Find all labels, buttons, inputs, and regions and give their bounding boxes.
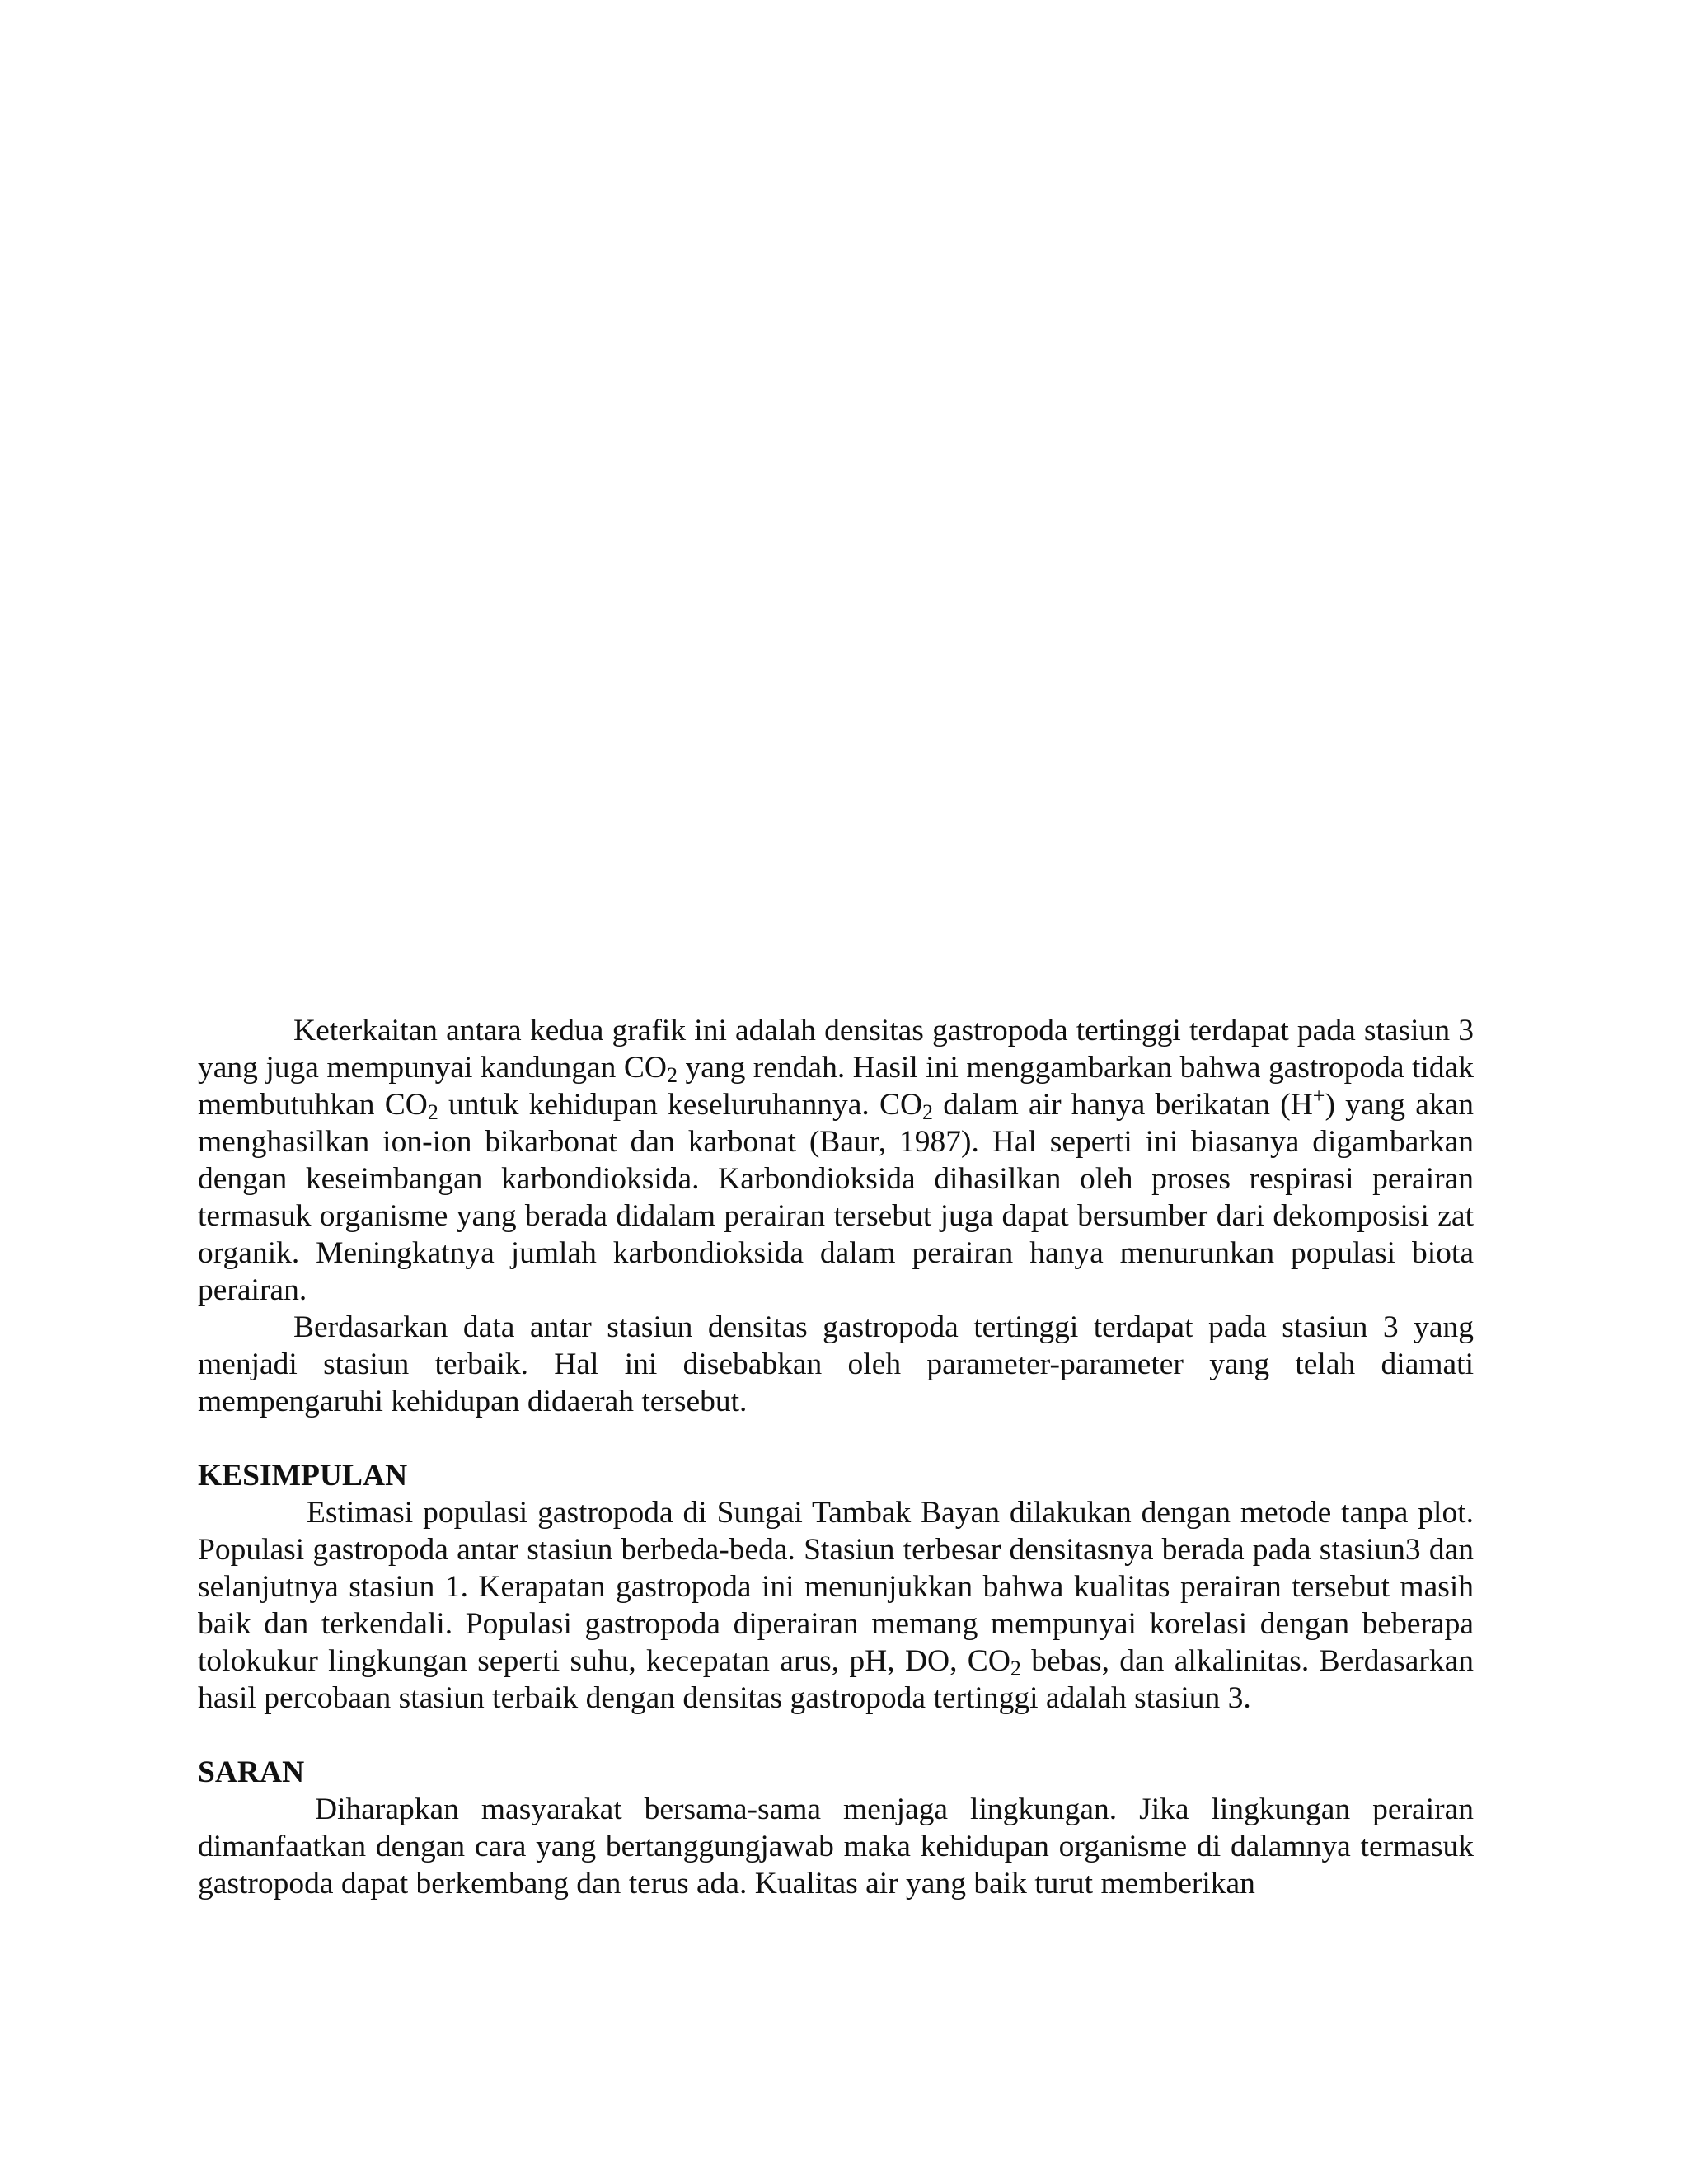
subscript: 2 [1010,1657,1021,1680]
text-run: dalam air hanya berikatan (H [933,1088,1313,1122]
subscript: 2 [666,1063,678,1087]
heading-saran: SARAN [198,1755,305,1789]
text-run: bebas, dan alkalinitas. Berdasarkan hasil percobaan stasiun terbaik dengan densitas gastropoda tertinggi adalah stasiun 3. [198,1644,1475,1715]
paragraph-berdasarkan: Berdasarkan data antar stasiun densitas gastropoda tertinggi terdapat pada stasiun 3 yang menjadi stasiun terbaik. Hal ini disebabkan oleh parameter-parameter yang telah diamati mempengaruhi kehidupan didaerah tersebut. [198,1310,1474,1418]
heading-kesimpulan: KESIMPULAN [198,1459,408,1493]
text-run: yang rendah. Hasil ini menggambarkan bahwa gastropoda tidak membutuhkan CO [198,1051,1474,1122]
text-run: ) yang akan menghasilkan ion-ion bikarbonat dan karbonat (Baur, 1987). Hal seperti ini biasanya digambarkan dengan keseimbangan karbondioksida. Karbondioksida dihasilkan oleh proses respirasi perairan termasuk organisme yang berada didalam perairan tersebut juga dapat bersumber dari dekomposisi zat organik. Meningkatnya jumlah karbondioksida dalam perairan hanya menurunkan populasi biota perairan. [198,1088,1475,1307]
subscript: 2 [427,1100,438,1124]
subscript: 2 [922,1100,934,1124]
document-page [198,1012,1474,1902]
text-run: Estimasi populasi gastropoda di Sungai Tambak Bayan dilakukan dengan metode tanpa plot. Populasi gastropoda antar stasiun berbeda-beda. Stasiun terbesar densitasnya berada pada stasiun3 dan selanjutnya stasiun 1. Kerapatan gastropoda ini menunjukkan bahwa kualitas perairan tersebut masih baik dan terkendali. Populasi gastropoda diperairan memang mempunyai korelasi dengan beberapa tolokukur lingkungan seperti suhu, kecepatan arus, pH, DO, CO [198,1496,1474,1678]
text-run: Keterkaitan antara kedua grafik ini adalah densitas gastropoda tertinggi terdapat pada stasiun 3 yang juga mempunyai kandungan CO [198,1014,1474,1085]
paragraph-kesimpulan [198,1494,1474,1717]
paragraph-saran: Diharapkan masyarakat bersama-sama menjaga lingkungan. Jika lingkungan perairan dimanfaatkan dengan cara yang bertanggungjawab maka kehidupan organisme di dalamnya termasuk gastropoda dapat berkembang dan terus ada. Kualitas air yang baik turut memberikan [198,1793,1474,1900]
superscript: + [1312,1084,1325,1108]
paragraph-keterkaitan [198,1012,1474,1309]
text-run: untuk kehidupan keseluruhannya. CO [438,1088,923,1122]
